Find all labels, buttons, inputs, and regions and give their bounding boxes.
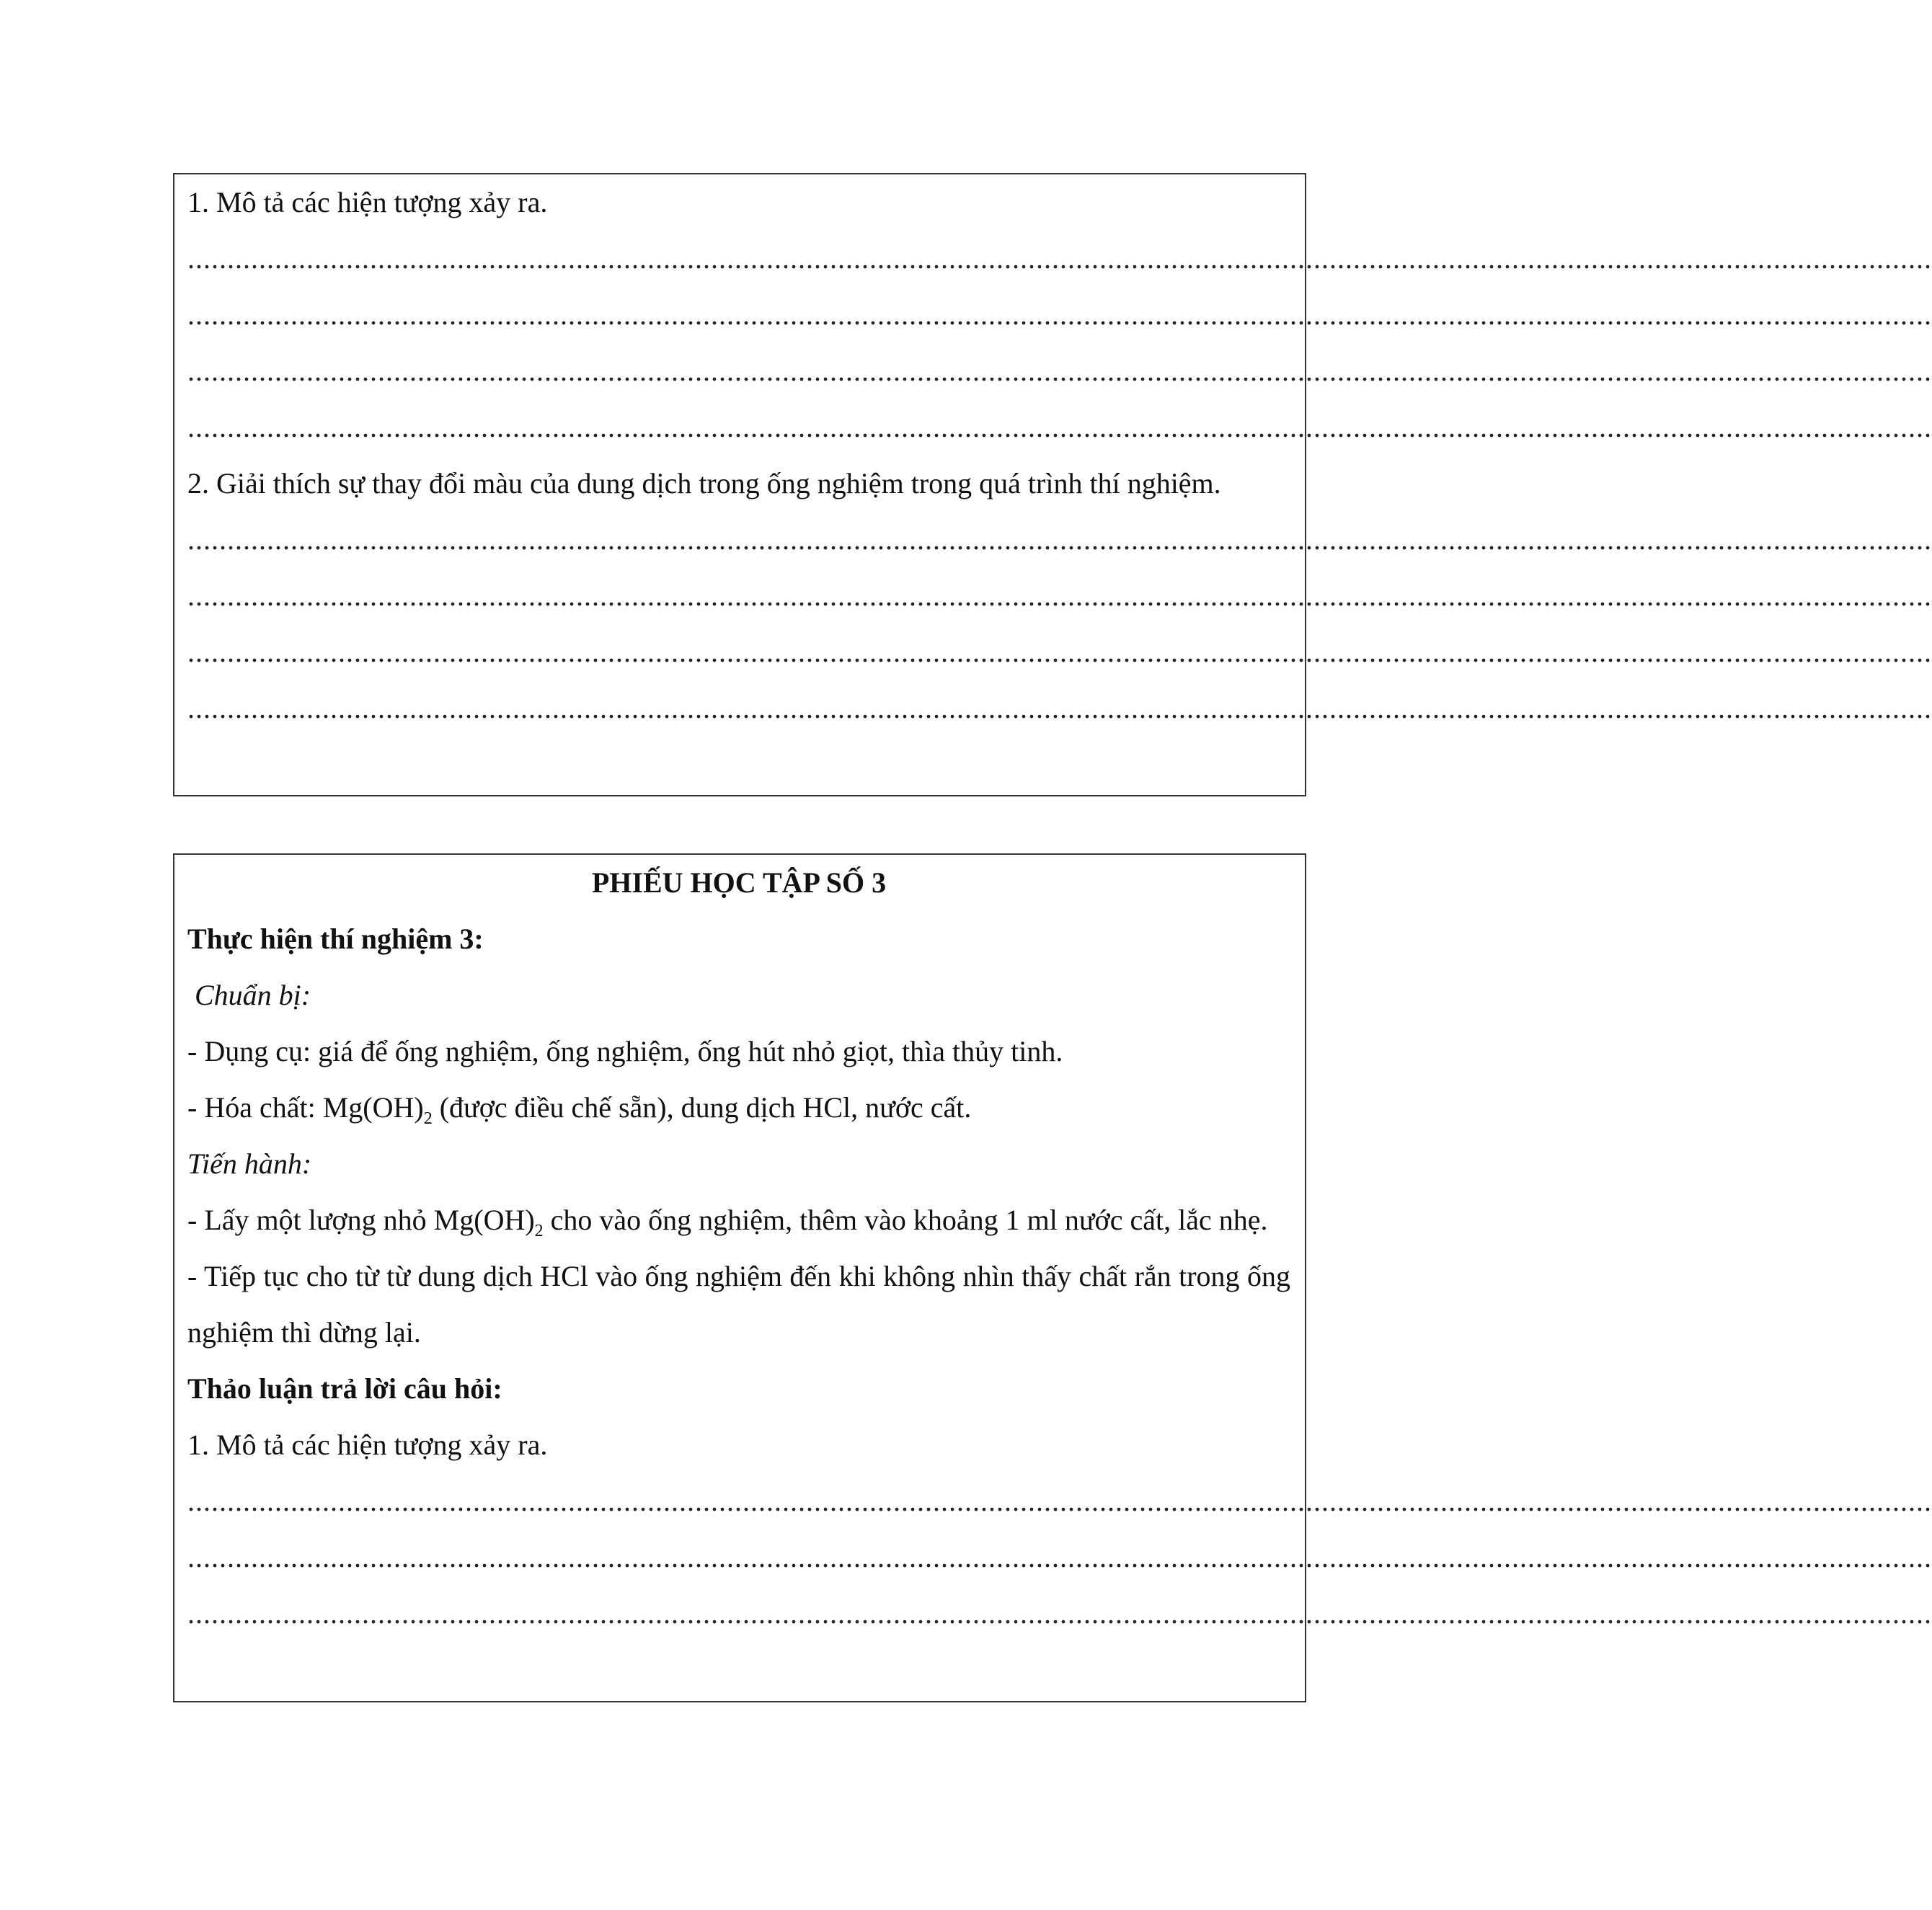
answer-line[interactable]: ............................................................................................................................................................................................................................ <box>187 242 1932 275</box>
answer-line[interactable]: ............................................................................................................................................................................................................................ <box>187 523 1932 556</box>
chemicals-suffix: (được điều chế sẵn), dung dịch HCl, nước cất. <box>432 1091 972 1124</box>
answer-line[interactable]: ............................................................................................................................................................................................................................ <box>187 636 1932 668</box>
answer-line[interactable]: ............................................................................................................................................................................................................................ <box>187 1485 1932 1517</box>
answer-line[interactable]: ............................................................................................................................................................................................................................ <box>187 355 1932 387</box>
question-1: 1. Mô tả các hiện tượng xảy ra. <box>187 1429 548 1461</box>
answer-line[interactable]: ............................................................................................................................................................................................................................ <box>187 1541 1932 1573</box>
procedure-step-1 <box>187 1192 1290 1248</box>
chemicals-prefix: - Hóa chất: Mg(OH) <box>187 1091 424 1124</box>
worksheet-2-continuation <box>173 173 1932 796</box>
discussion-heading: Thảo luận trả lời câu hỏi: <box>187 1372 502 1405</box>
answer-line[interactable]: ............................................................................................................................................................................................................................ <box>187 1597 1932 1630</box>
procedure-label: Tiến hành: <box>187 1147 312 1180</box>
procedure-step-2: - Tiếp tục cho từ từ dung dịch HCl vào ống nghiệm đến khi không nhìn thấy chất rắn trong ống nghiệm thì dừng lại. <box>187 1260 1290 1349</box>
worksheet-3 <box>173 853 1932 1702</box>
experiment-heading: Thực hiện thí nghiệm 3: <box>187 923 484 955</box>
answer-line[interactable]: ............................................................................................................................................................................................................................ <box>187 411 1932 443</box>
answer-line[interactable]: ............................................................................................................................................................................................................................ <box>187 692 1932 724</box>
answer-line[interactable]: ............................................................................................................................................................................................................................ <box>187 579 1932 612</box>
chemicals-item <box>187 1080 1290 1136</box>
answer-line[interactable]: ............................................................................................................................................................................................................................ <box>187 298 1932 331</box>
step1-subscript: 2 <box>534 1222 544 1240</box>
tools-item: - Dụng cụ: giá để ống nghiệm, ống nghiệm, ống hút nhỏ giọt, thìa thủy tinh. <box>187 1035 1063 1067</box>
question-1: 1. Mô tả các hiện tượng xảy ra. <box>187 186 548 218</box>
step1-prefix: - Lấy một lượng nhỏ Mg(OH) <box>187 1204 535 1236</box>
step1-suffix: cho vào ống nghiệm, thêm vào khoảng 1 ml nước cất, lắc nhẹ. <box>543 1204 1268 1236</box>
prepare-label: Chuẩn bị: <box>195 979 311 1011</box>
chemicals-subscript: 2 <box>423 1109 433 1128</box>
worksheet-title: PHIẾU HỌC TẬP SỐ 3 <box>591 866 887 899</box>
question-2: 2. Giải thích sự thay đổi màu của dung dịch trong ống nghiệm trong quá trình thí nghiệm. <box>187 467 1221 499</box>
